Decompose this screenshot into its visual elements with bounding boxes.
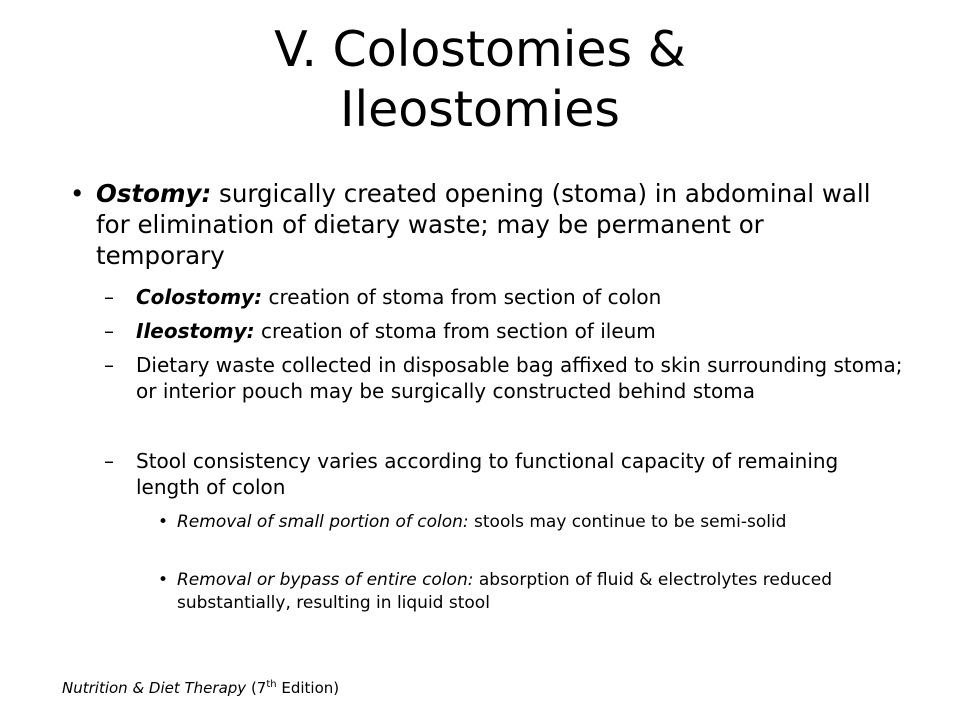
sub-bullet-ileostomy: [104, 318, 906, 344]
slide-title-line-2: Ileostomies: [340, 81, 620, 138]
slide-title: [0, 20, 960, 140]
footer-edition-open: (7: [246, 679, 267, 697]
sub-sub-bullet-small-portion: [158, 511, 897, 534]
sub-bullet-term: Colostomy:: [136, 285, 263, 309]
sub-bullet-text: Stool consistency varies according to functional capacity of remaining length of colon: [136, 449, 839, 499]
footer-book-title: Nutrition & Diet Therapy: [62, 679, 247, 697]
dash-marker: –: [104, 353, 114, 377]
sub-sub-bullet-term: Removal or bypass of entire colon:: [177, 570, 474, 590]
dash-marker: –: [104, 319, 114, 343]
bullet-text: surgically created opening (stoma) in abdominal wall for elimination of dietary waste; may be permanent or temporary: [96, 179, 871, 270]
sub-sub-bullet-term: Removal of small portion of colon:: [177, 512, 469, 532]
sub-bullet-text: Dietary waste collected in disposable bag affixed to skin surrounding stoma; or interior pouch may be surgically constructed behind stoma: [136, 353, 903, 403]
sub-bullet-text: creation of stoma from section of colon: [262, 285, 662, 309]
dash-marker: –: [104, 285, 114, 309]
main-bullet: [70, 178, 896, 271]
dot-marker: •: [158, 512, 169, 532]
sub-sub-bullet-entire-colon: [158, 569, 897, 615]
slide-footer: [62, 678, 339, 698]
sub-sub-bullet-text: absorption of fluid & electrolytes reduced substantially, resulting in liquid stool: [177, 570, 832, 613]
dash-marker: –: [104, 449, 114, 473]
bullet-marker: •: [70, 179, 85, 208]
sub-bullet-dietary-waste: [104, 352, 906, 404]
footer-edition-sup: th: [266, 679, 277, 690]
sub-bullet-term: Ileostomy:: [136, 319, 255, 343]
footer-edition-close: Edition): [276, 679, 340, 697]
sub-bullet-colostomy: [104, 284, 906, 310]
sub-sub-bullet-text: stools may continue to be semi-solid: [468, 512, 787, 532]
bullet-term: Ostomy:: [96, 179, 212, 208]
slide-title-line-1: V. Colostomies &: [274, 21, 686, 78]
dot-marker: •: [158, 570, 169, 590]
sub-bullet-text: creation of stoma from section of ileum: [254, 319, 656, 343]
sub-bullet-stool-consistency: [104, 448, 906, 500]
